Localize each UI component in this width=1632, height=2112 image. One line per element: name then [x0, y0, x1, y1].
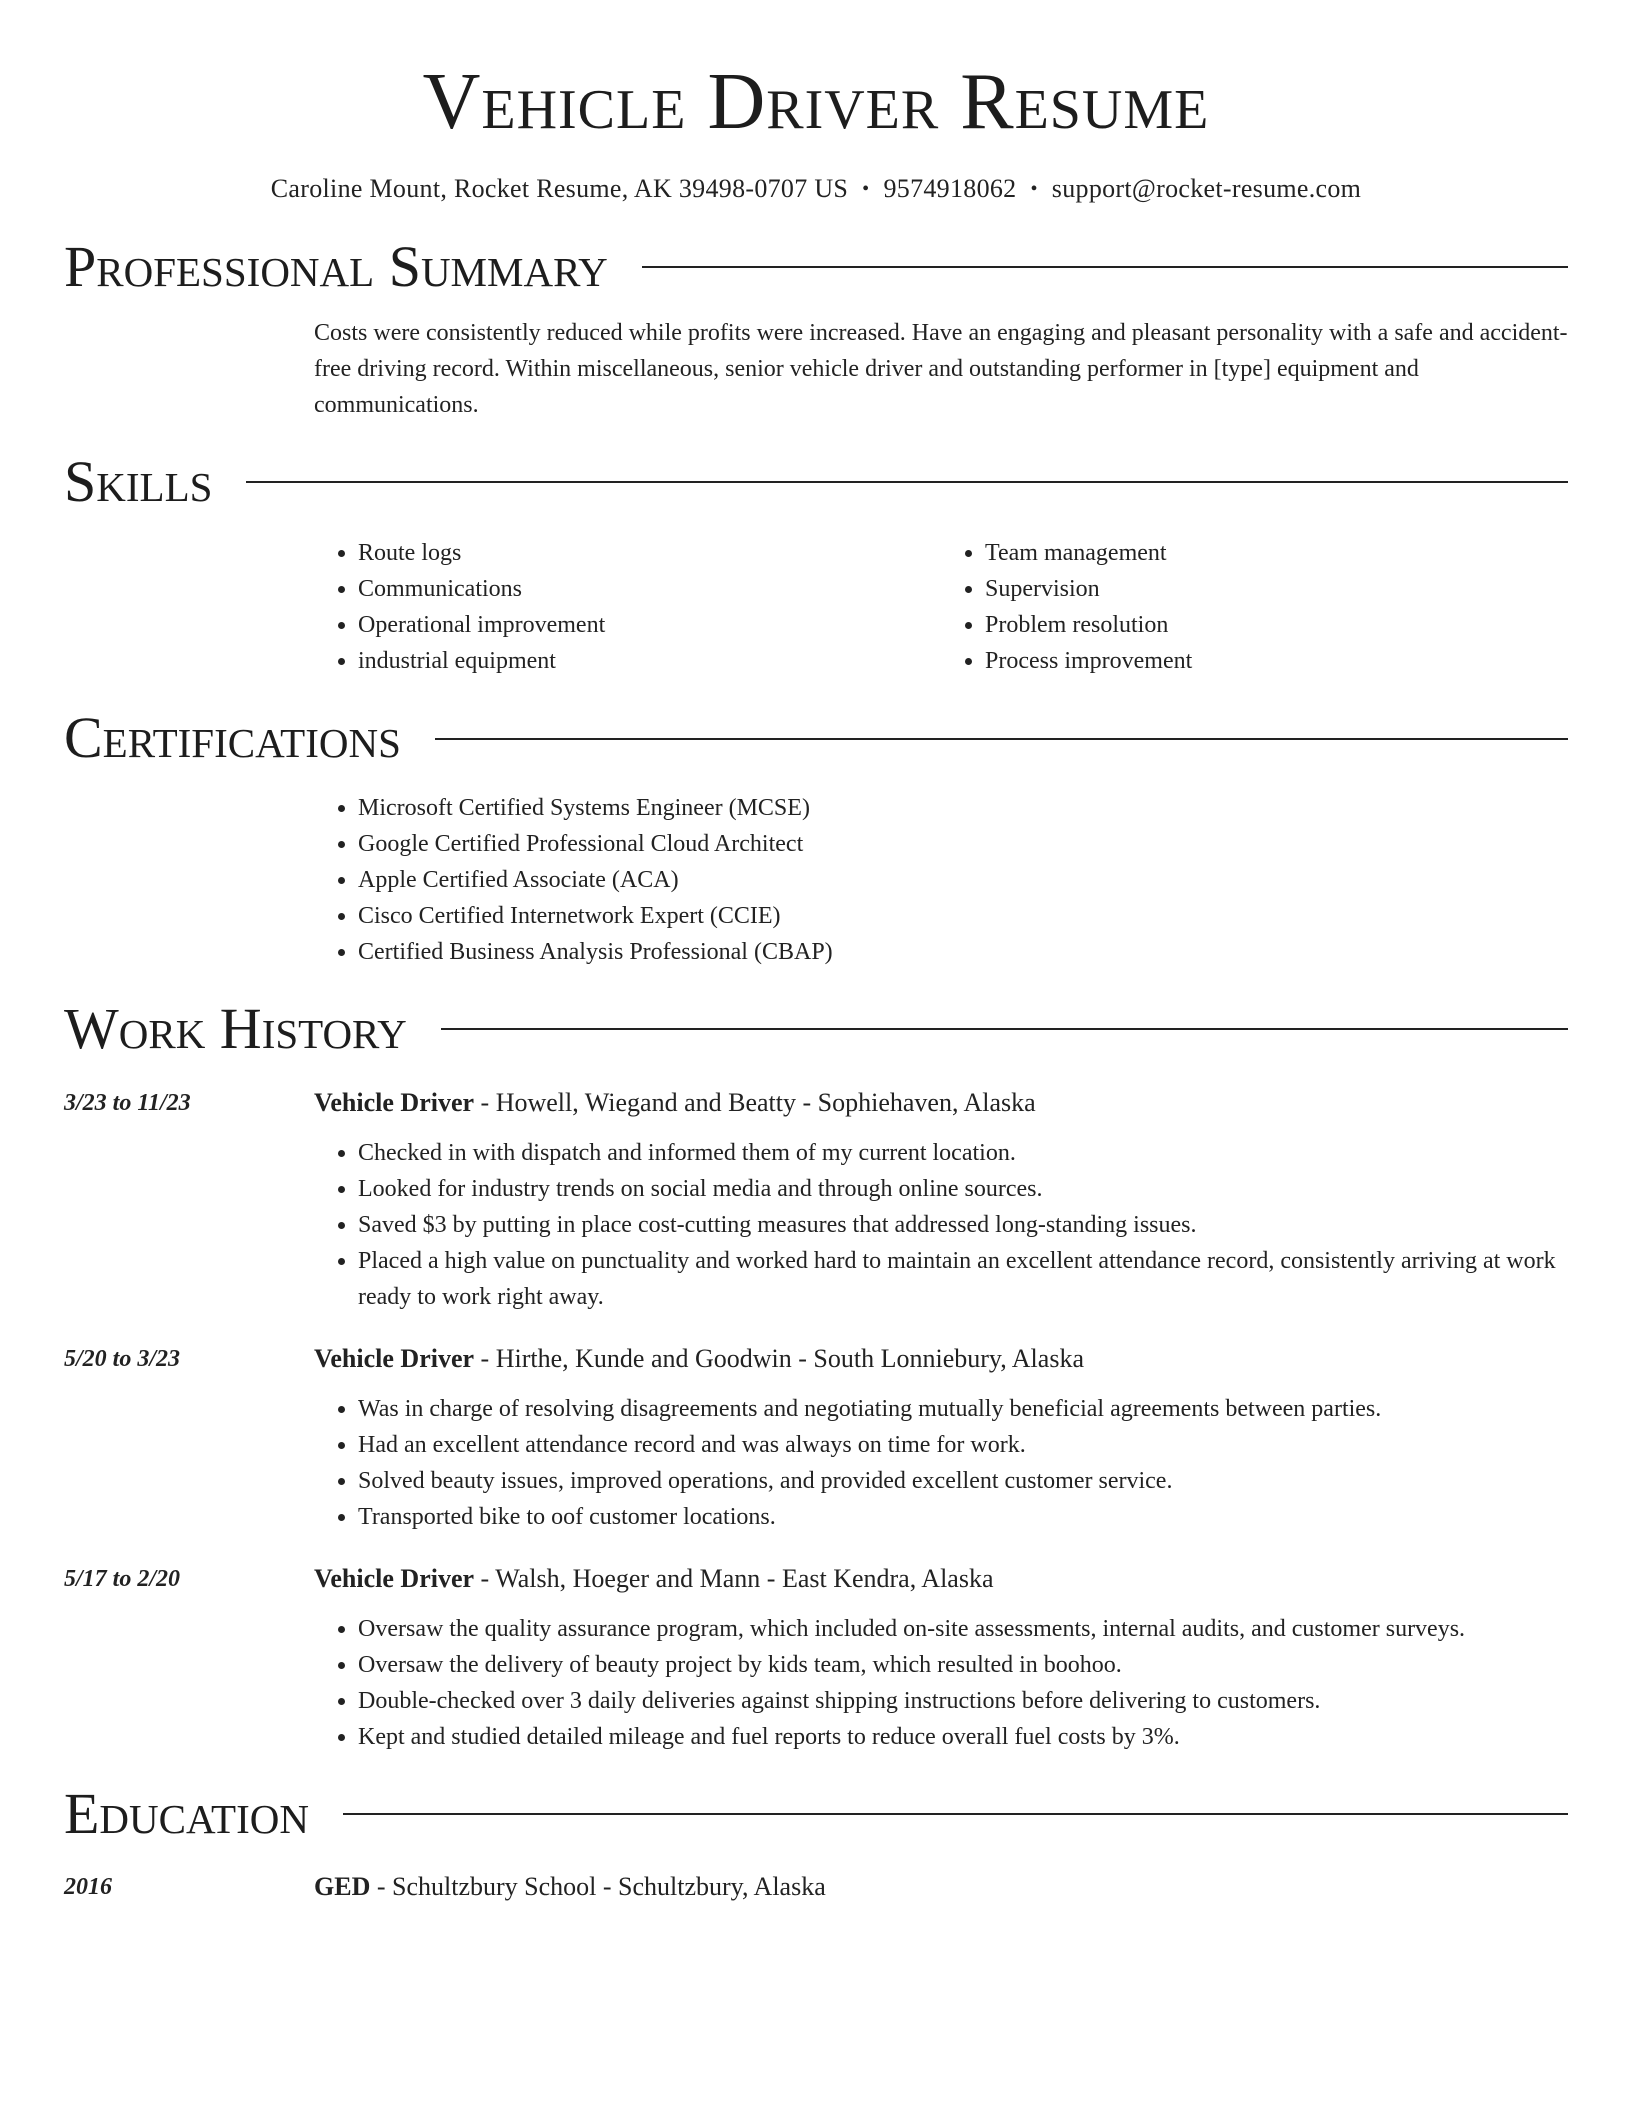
job-dates: 5/20 to 3/23: [64, 1345, 181, 1372]
job-dates: 3/23 to 11/23: [64, 1089, 191, 1116]
job-employer: - Howell, Wiegand and Beatty - Sophiehaven, Alaska: [474, 1087, 1036, 1117]
job-bullet: • Checked in with dispatch and informed them of my current location.: [358, 1135, 1568, 1171]
skills-heading: Skills: [64, 448, 213, 514]
contact-phone: 9574918062: [883, 174, 1017, 203]
job-bullet: • Oversaw the quality assurance program, which included on-site assessments, internal audits, and customer surveys.: [358, 1611, 1568, 1647]
resume-title: Vehicle Driver Resume: [422, 58, 1210, 146]
job-entry: [64, 1085, 1568, 1315]
section-divider: [343, 1813, 1568, 1815]
certification-item: • Cisco Certified Internetwork Expert (CCIE): [358, 898, 1568, 934]
skills-list: [314, 535, 1568, 679]
education-heading: Education: [64, 1780, 309, 1846]
skills-column-right: [941, 535, 1568, 679]
certifications-heading: Certifications: [64, 705, 401, 771]
job-bullets: [314, 1611, 1568, 1755]
summary-text: Costs were consistently reduced while profits were increased. Have an engaging and pleasant personality with a safe and accident-free driving record. Within miscellaneous, senior vehicle driver and outstanding performer in [type] equipment and communications.: [314, 319, 1568, 418]
education-year: 2016: [64, 1874, 112, 1901]
summary-heading: Professional Summary: [64, 234, 608, 299]
job-bullet: • Had an excellent attendance record and was always on time for work.: [358, 1427, 1568, 1463]
job-employer: - Walsh, Hoeger and Mann - East Kendra, Alaska: [474, 1563, 994, 1593]
job-bullet: • Oversaw the delivery of beauty project by kids team, which resulted in boohoo.: [358, 1647, 1568, 1683]
skill-item: • Supervision: [985, 571, 1568, 607]
certifications-list: [314, 790, 1568, 970]
job-bullets: [314, 1391, 1568, 1535]
job-bullets: [314, 1135, 1568, 1315]
job-bullet: • Saved $3 by putting in place cost-cutting measures that addressed long-standing issues.: [358, 1207, 1568, 1243]
work-section-header: [64, 996, 1568, 1063]
job-title: Vehicle Driver: [314, 1087, 475, 1117]
work-heading: Work History: [64, 996, 407, 1062]
contact-address: Caroline Mount, Rocket Resume, AK 39498-0707 US: [270, 174, 849, 203]
certification-item: • Certified Business Analysis Professional (CBAP): [358, 934, 1568, 970]
skill-item: • Team management: [985, 535, 1568, 571]
job-bullet: • Placed a high value on punctuality and worked hard to maintain an excellent attendance record, consistently arriving at work ready to work right away.: [358, 1243, 1568, 1315]
job-bullet: • Kept and studied detailed mileage and fuel reports to reduce overall fuel costs by 3%.: [358, 1719, 1568, 1755]
job-bullet: • Solved beauty issues, improved operations, and provided excellent customer service.: [358, 1463, 1568, 1499]
skill-item: • Problem resolution: [985, 607, 1568, 643]
skill-item: • industrial equipment: [358, 643, 941, 679]
education-section-header: [64, 1781, 1568, 1848]
education-school: - Schultzbury School - Schultzbury, Alaska: [370, 1872, 826, 1902]
job-bullet: • Was in charge of resolving disagreements and negotiating mutually beneficial agreements between parties.: [358, 1391, 1568, 1427]
job-entry: [64, 1561, 1568, 1755]
bullet-separator: •: [862, 178, 870, 200]
job-header: [314, 1085, 1568, 1121]
certification-item: • Google Certified Professional Cloud Architect: [358, 826, 1568, 862]
contact-email: support@rocket-resume.com: [1051, 174, 1362, 203]
skill-item: • Route logs: [358, 535, 941, 571]
job-bullet: • Double-checked over 3 daily deliveries against shipping instructions before delivering to customers.: [358, 1683, 1568, 1719]
bullet-separator: •: [1030, 178, 1038, 200]
certifications-section-header: [64, 705, 1568, 772]
section-divider: [441, 1028, 1568, 1030]
job-entry: [64, 1341, 1568, 1535]
certification-item: • Apple Certified Associate (ACA): [358, 862, 1568, 898]
job-header: [314, 1561, 1568, 1597]
job-title: Vehicle Driver: [314, 1563, 475, 1593]
job-employer: - Hirthe, Kunde and Goodwin - South Lonniebury, Alaska: [474, 1343, 1084, 1373]
job-header: [314, 1341, 1568, 1377]
summary-section-header: [64, 234, 1568, 301]
skill-item: • Process improvement: [985, 643, 1568, 679]
section-divider: [435, 738, 1568, 740]
job-bullet: • Looked for industry trends on social media and through online sources.: [358, 1171, 1568, 1207]
skills-section-header: [64, 449, 1568, 516]
job-title: Vehicle Driver: [314, 1343, 475, 1373]
certification-item: • Microsoft Certified Systems Engineer (MCSE): [358, 790, 1568, 826]
education-details: [314, 1869, 826, 1905]
job-dates: 5/17 to 2/20: [64, 1565, 181, 1592]
education-degree: GED: [314, 1872, 371, 1902]
education-entry: [64, 1869, 1568, 1905]
section-divider: [246, 481, 1568, 483]
skill-item: • Communications: [358, 571, 941, 607]
job-bullet: • Transported bike to oof customer locations.: [358, 1499, 1568, 1535]
contact-line: [64, 174, 1568, 204]
skills-column-left: [314, 535, 941, 679]
section-divider: [642, 266, 1568, 268]
skill-item: • Operational improvement: [358, 607, 941, 643]
